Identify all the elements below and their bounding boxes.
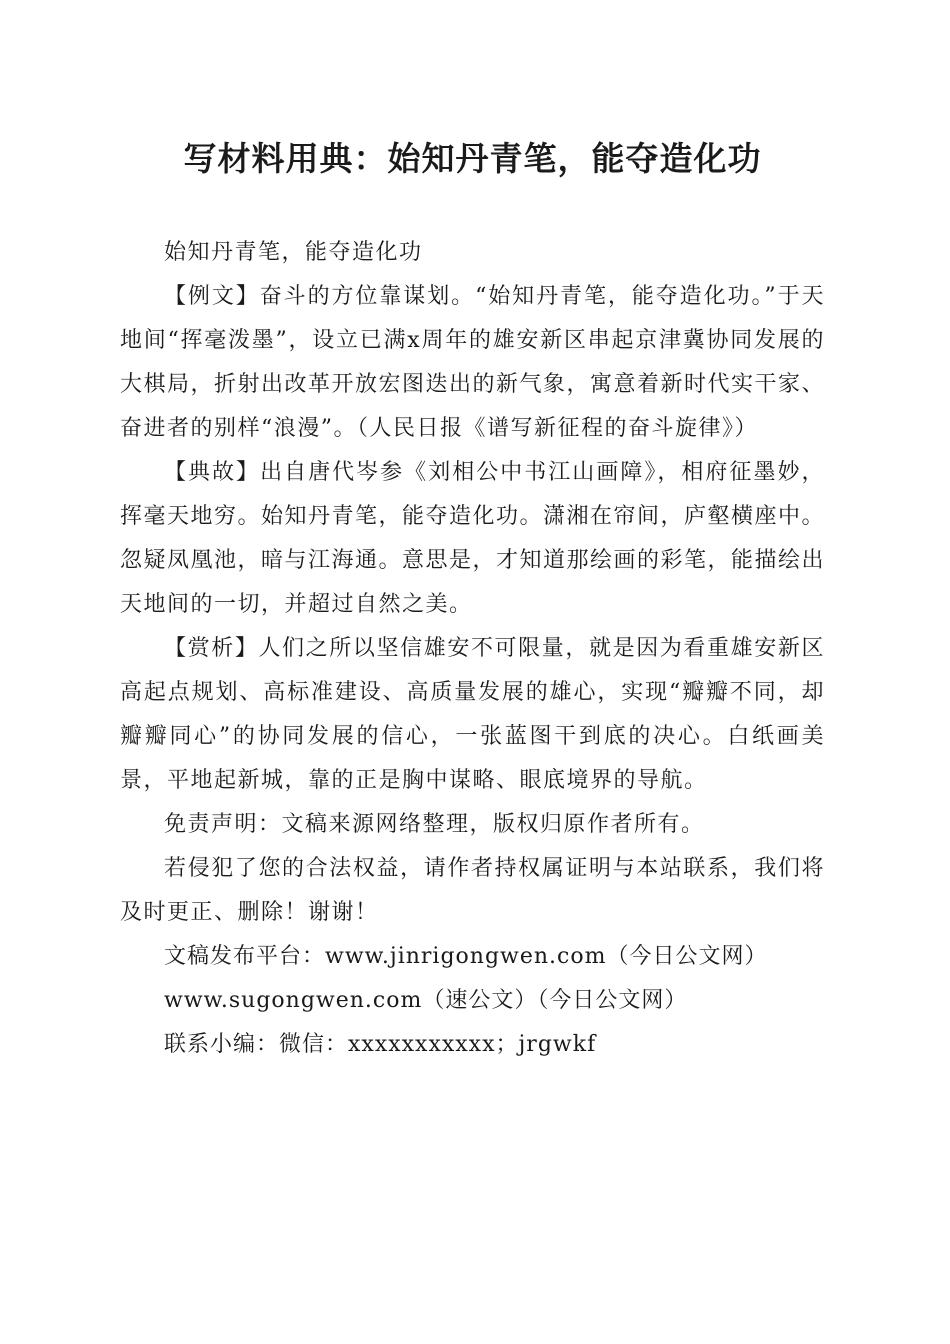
disclaimer-paragraph: 免责声明：文稿来源网络整理，版权归原作者所有。 bbox=[164, 812, 705, 837]
contact-paragraph: 联系小编：微信：xxxxxxxxxxx；jrgwkf bbox=[164, 1032, 597, 1057]
document-title: 写材料用典：始知丹青笔，能夺造化功 bbox=[183, 139, 762, 178]
platform-url-paragraph: www.sugongwen.com（速公文）（今日公文网） bbox=[164, 988, 688, 1013]
platform-paragraph: 文稿发布平台：www.jinrigongwen.com（今日公文网） bbox=[164, 944, 768, 969]
appreciation-paragraph: 【赏析】人们之所以坚信雄安不可限量，就是因为看重雄安新区高起点规划、高标准建设、高质量发展的雄心，实现“瓣瓣不同，却瓣瓣同心”的协同发展的信心，一张蓝图干到底的决心。白纸画美景，平地起新城，靠的正是胸中谋略、眼底境界的导航。 bbox=[120, 636, 825, 793]
infringement-paragraph: 若侵犯了您的合法权益，请作者持权属证明与本站联系，我们将及时更正、删除！谢谢！ bbox=[120, 856, 825, 925]
allusion-paragraph: 【典故】出自唐代岑参《刘相公中书江山画障》，相府征墨妙，挥毫天地穷。始知丹青笔，能夺造化功。潇湘在帘间，庐壑横座中。忽疑凤凰池，暗与江海通。意思是，才知道那绘画的彩笔，能描绘出天地间的一切，并超过自然之美。 bbox=[120, 460, 826, 617]
example-paragraph: 【例文】奋斗的方位靠谋划。“始知丹青笔，能夺造化功。”于天地间“挥毫泼墨”，设立已满x周年的雄安新区串起京津冀协同发展的大棋局，折射出改革开放宏图迭出的新气象，寓意着新时代实干家、奋进者的别样“浪漫”。（人民日报《谱写新征程的奋斗旋律》） bbox=[120, 284, 826, 441]
subtitle-paragraph: 始知丹青笔，能夺造化功 bbox=[164, 240, 423, 265]
document-body bbox=[120, 231, 825, 1067]
